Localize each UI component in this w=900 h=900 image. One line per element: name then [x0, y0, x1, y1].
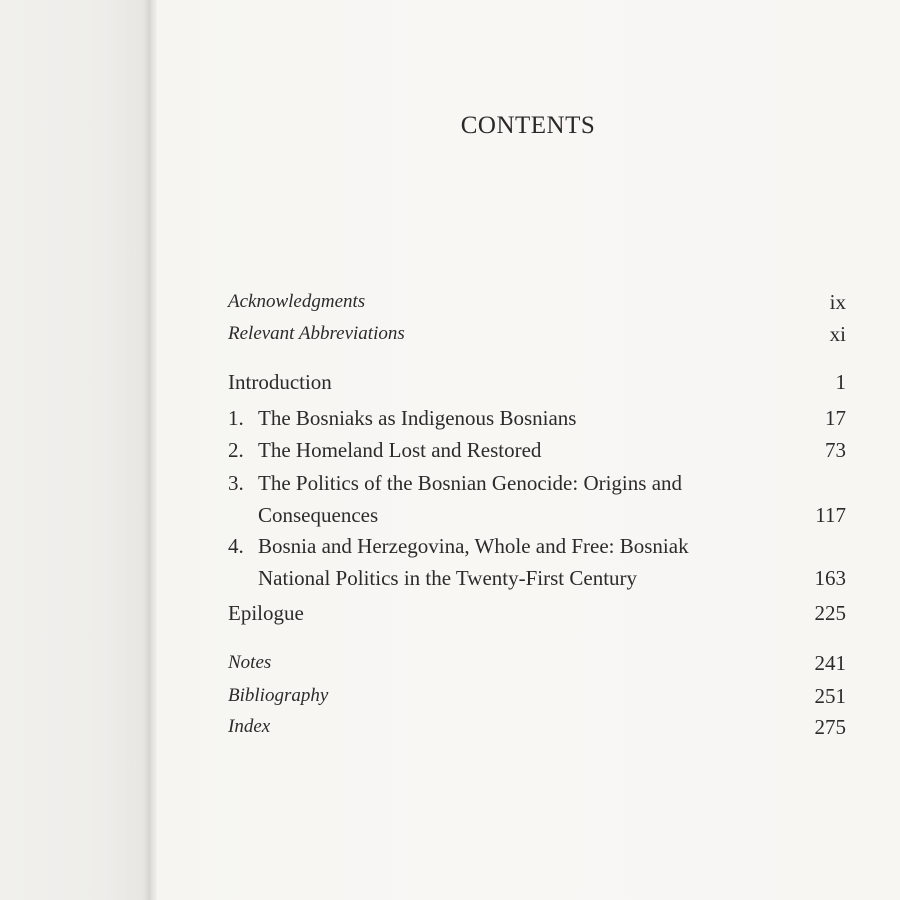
toc-entry-title-continued: National Politics in the Twenty-First Century: [258, 566, 638, 590]
chapter-number: 4.: [228, 534, 244, 558]
toc-entry-page: 73: [825, 438, 846, 462]
toc-entry-title: Introduction: [228, 370, 332, 394]
toc-entry-title: Notes: [228, 652, 272, 673]
toc-entry-title: The Homeland Lost and Restored: [258, 438, 542, 462]
toc-entry-page: 251: [814, 684, 846, 708]
toc-entry-title: Index: [228, 716, 271, 737]
toc-entry-title: Bibliography: [228, 685, 329, 706]
toc-entry-title: The Bosniaks as Indigenous Bosnians: [258, 406, 577, 430]
toc-entry-page: ix: [829, 290, 846, 314]
page-title: CONTENTS: [460, 112, 596, 139]
toc-entry-title: Bosnia and Herzegovina, Whole and Free: Bosniak: [258, 534, 689, 558]
toc-entry-title: Acknowledgments: [228, 291, 366, 312]
chapter-number: 2.: [228, 438, 244, 462]
toc-entry-page: 1: [835, 370, 846, 394]
chapter-number: 1.: [228, 406, 244, 430]
toc-entry-title: The Politics of the Bosnian Genocide: Origins and: [258, 471, 683, 495]
toc-entry-page: 241: [814, 651, 846, 675]
toc-entry-page: 17: [825, 406, 846, 430]
chapter-number: 3.: [228, 471, 244, 495]
toc-entry-title: Epilogue: [228, 601, 304, 625]
toc-entry-page: 163: [814, 566, 846, 590]
toc-entry-page: xi: [829, 322, 846, 346]
toc-entry-page: 275: [814, 715, 846, 739]
toc-entry-title-continued: Consequences: [258, 503, 379, 527]
toc-entry-page: 225: [814, 601, 846, 625]
toc-entry-page: 117: [815, 503, 846, 527]
toc-entry-title: Relevant Abbreviations: [228, 323, 405, 344]
